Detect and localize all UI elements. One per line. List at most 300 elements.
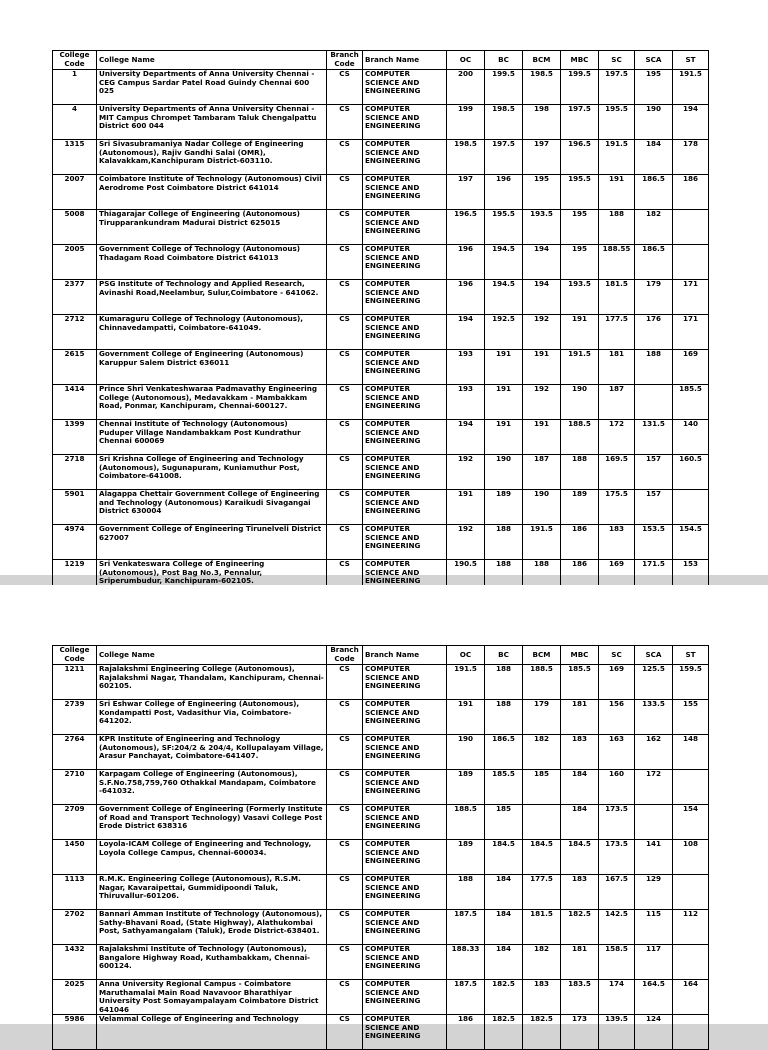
branch-code-cell-text: CS	[339, 910, 350, 918]
sc-cell-text: 174	[608, 980, 624, 988]
branch-name-cell-text: COMPUTER SCIENCE AND ENGINEERING	[365, 175, 421, 201]
sca-cell-text: 188	[645, 350, 661, 358]
oc-cell	[447, 70, 485, 105]
branch-name-cell-text: COMPUTER SCIENCE AND ENGINEERING	[365, 385, 421, 411]
bcm-cell	[523, 910, 561, 945]
branch-code-cell	[327, 70, 363, 105]
sc-cell-text: 139.5	[605, 1015, 628, 1023]
branch-name-cell	[363, 280, 447, 315]
college-code-cell-text: 2377	[64, 280, 85, 288]
college-code-cell	[53, 70, 97, 105]
table-row	[53, 1015, 709, 1050]
sca-cell-text: 117	[645, 945, 661, 953]
branch-code-cell-text: CS	[339, 385, 350, 393]
oc-cell-text: 200	[457, 70, 473, 78]
branch-name-cell-text: COMPUTER SCIENCE AND ENGINEERING	[365, 840, 421, 866]
mbc-cell-text: 188.5	[568, 420, 591, 428]
sca-cell	[635, 805, 673, 840]
branch-name-cell-text: COMPUTER SCIENCE AND ENGINEERING	[365, 140, 421, 166]
college-code-cell	[53, 175, 97, 210]
st-cell-text: 154	[682, 805, 698, 813]
college-code-cell-text: 2712	[64, 315, 85, 323]
bc-cell	[485, 175, 523, 210]
bcm-cell-text: 192	[533, 315, 549, 323]
college-name-cell-text: Loyola-ICAM College of Engineering and Technology, Loyola College Campus, Chennai-600034.	[99, 840, 312, 857]
col-bc: BC	[485, 51, 523, 70]
mbc-cell	[561, 245, 599, 280]
branch-code-cell-text: CS	[339, 175, 350, 183]
mbc-cell-text: 190	[571, 385, 587, 393]
sc-cell-text: 183	[608, 525, 624, 533]
sca-cell-text: 124	[645, 1015, 661, 1023]
mbc-cell	[561, 140, 599, 175]
sc-cell-text: 142.5	[605, 910, 628, 918]
bcm-cell	[523, 105, 561, 140]
st-cell-text: 186	[682, 175, 698, 183]
branch-name-cell	[363, 945, 447, 980]
college-code-cell-text: 2709	[64, 805, 85, 813]
sca-cell	[635, 770, 673, 805]
bc-cell-text: 186.5	[492, 735, 515, 743]
bcm-cell	[523, 980, 561, 1015]
bc-cell	[485, 1015, 523, 1050]
bc-cell	[485, 665, 523, 700]
college-name-cell	[97, 665, 327, 700]
branch-code-cell	[327, 700, 363, 735]
bcm-cell-text: 192	[533, 385, 549, 393]
oc-cell	[447, 455, 485, 490]
college-code-cell-text: 2025	[64, 980, 85, 988]
sca-cell	[635, 455, 673, 490]
st-cell-text: 140	[682, 420, 698, 428]
branch-code-cell-text: CS	[339, 140, 350, 148]
bc-cell-text: 184	[495, 875, 511, 883]
sca-cell-text: 133.5	[642, 700, 665, 708]
table-row	[53, 910, 709, 945]
bc-cell-text: 197.5	[492, 140, 515, 148]
oc-cell	[447, 210, 485, 245]
bcm-cell-text: 191	[533, 420, 549, 428]
branch-name-cell-text: COMPUTER SCIENCE AND ENGINEERING	[365, 315, 421, 341]
college-code-cell-text: 2710	[64, 770, 85, 778]
bcm-cell	[523, 420, 561, 455]
mbc-cell	[561, 525, 599, 560]
mbc-cell-text: 199.5	[568, 70, 591, 78]
branch-code-cell	[327, 105, 363, 140]
bcm-cell-text: 194	[533, 280, 549, 288]
college-code-cell	[53, 525, 97, 560]
bcm-cell-text: 188	[533, 560, 549, 568]
college-name-cell	[97, 455, 327, 490]
branch-name-cell	[363, 1015, 447, 1050]
mbc-cell	[561, 420, 599, 455]
st-cell	[673, 1015, 709, 1050]
branch-name-cell-text: COMPUTER SCIENCE AND ENGINEERING	[365, 805, 421, 831]
sc-cell-text: 167.5	[605, 875, 628, 883]
st-cell	[673, 875, 709, 910]
table-row	[53, 245, 709, 280]
col-branch-name: Branch Name	[363, 51, 447, 70]
mbc-cell-text: 181	[571, 945, 587, 953]
bc-cell	[485, 805, 523, 840]
st-cell-text: 164	[682, 980, 698, 988]
sc-cell-text: 160	[608, 770, 624, 778]
oc-cell-text: 190	[457, 735, 473, 743]
bc-cell	[485, 490, 523, 525]
branch-code-cell	[327, 315, 363, 350]
branch-code-cell-text: CS	[339, 490, 350, 498]
oc-cell-text: 192	[457, 455, 473, 463]
sc-cell	[599, 490, 635, 525]
sc-cell	[599, 840, 635, 875]
sc-cell-text: 181	[608, 350, 624, 358]
mbc-cell	[561, 840, 599, 875]
bcm-cell-text: 179	[533, 700, 549, 708]
mbc-cell-text: 191.5	[568, 350, 591, 358]
branch-code-cell	[327, 1015, 363, 1050]
oc-cell	[447, 1015, 485, 1050]
sca-cell	[635, 840, 673, 875]
sc-cell	[599, 280, 635, 315]
branch-code-cell-text: CS	[339, 105, 350, 113]
sc-cell-text: 169	[608, 665, 624, 673]
college-code-cell-text: 2615	[64, 350, 85, 358]
oc-cell	[447, 945, 485, 980]
bcm-cell-text: 190	[533, 490, 549, 498]
bc-cell	[485, 105, 523, 140]
bc-cell-text: 184.5	[492, 840, 515, 848]
bcm-cell	[523, 525, 561, 560]
college-code-cell	[53, 280, 97, 315]
table-row	[53, 140, 709, 175]
bcm-cell	[523, 140, 561, 175]
st-cell	[673, 175, 709, 210]
college-code-cell-text: 2718	[64, 455, 85, 463]
college-name-cell-text: Prince Shri Venkateshwaraa Padmavathy Engineering College (Autonomous), Medavakkam - Mambakkam Road, Ponmar, Kanchipuram, Chennai-600127.	[99, 385, 318, 411]
st-cell-text: 155	[682, 700, 698, 708]
sca-cell-text: 171.5	[642, 560, 665, 568]
oc-cell-text: 193	[457, 385, 473, 393]
sca-cell-text: 186.5	[642, 175, 665, 183]
college-name-cell-text: Velammal College of Engineering and Technology	[99, 1015, 299, 1023]
sc-cell-text: 173.5	[605, 805, 628, 813]
oc-cell-text: 193	[457, 350, 473, 358]
sc-cell	[599, 665, 635, 700]
st-cell-text: 153	[682, 560, 698, 568]
sca-cell-text: 129	[645, 875, 661, 883]
st-cell-text: 194	[682, 105, 698, 113]
sc-cell	[599, 105, 635, 140]
branch-name-cell	[363, 875, 447, 910]
bcm-cell-text: 193.5	[530, 210, 553, 218]
bc-cell	[485, 245, 523, 280]
st-cell	[673, 280, 709, 315]
bcm-cell	[523, 280, 561, 315]
sca-cell	[635, 980, 673, 1015]
branch-name-cell	[363, 805, 447, 840]
college-name-cell-text: Bannari Amman Institute of Technology (Autonomous), Sathy-Bhavani Road, (State Highway), Alathukombai Post, Sathyamangalam (Taluk), Erode District-638401.	[99, 910, 323, 936]
mbc-cell-text: 197.5	[568, 105, 591, 113]
sc-cell-text: 172	[608, 420, 624, 428]
bc-cell	[485, 980, 523, 1015]
sc-cell	[599, 350, 635, 385]
sca-cell	[635, 525, 673, 560]
oc-cell	[447, 245, 485, 280]
col-mbc: MBC	[561, 51, 599, 70]
branch-code-cell-text: CS	[339, 665, 350, 673]
sca-cell	[635, 70, 673, 105]
sc-cell	[599, 140, 635, 175]
sc-cell-text: 181.5	[605, 280, 628, 288]
oc-cell-text: 198.5	[454, 140, 477, 148]
college-name-cell	[97, 385, 327, 420]
bc-cell-text: 182.5	[492, 1015, 515, 1023]
college-code-cell-text: 1450	[64, 840, 85, 848]
oc-cell	[447, 525, 485, 560]
college-name-cell	[97, 805, 327, 840]
branch-name-cell-text: COMPUTER SCIENCE AND ENGINEERING	[365, 560, 421, 586]
table-row	[53, 700, 709, 735]
college-name-cell	[97, 525, 327, 560]
college-name-cell	[97, 210, 327, 245]
bc-cell-text: 194.5	[492, 280, 515, 288]
bc-cell-text: 185	[495, 805, 511, 813]
bc-cell-text: 194.5	[492, 245, 515, 253]
mbc-cell-text: 184.5	[568, 840, 591, 848]
college-code-cell-text: 2702	[64, 910, 85, 918]
oc-cell	[447, 280, 485, 315]
sc-cell	[599, 210, 635, 245]
college-code-cell	[53, 770, 97, 805]
sca-cell	[635, 315, 673, 350]
col-sc: SC	[599, 646, 635, 665]
st-cell-text: 112	[682, 910, 698, 918]
branch-code-cell-text: CS	[339, 805, 350, 813]
college-code-cell	[53, 700, 97, 735]
bc-cell-text: 192.5	[492, 315, 515, 323]
college-name-cell	[97, 875, 327, 910]
oc-cell	[447, 980, 485, 1015]
college-code-cell-text: 5986	[64, 1015, 85, 1023]
sc-cell-text: 156	[608, 700, 624, 708]
college-name-cell	[97, 910, 327, 945]
college-code-cell-text: 1432	[64, 945, 85, 953]
bcm-cell-text: 194	[533, 245, 549, 253]
branch-name-cell	[363, 525, 447, 560]
sc-cell	[599, 945, 635, 980]
sca-cell-text: 195	[645, 70, 661, 78]
branch-name-cell	[363, 175, 447, 210]
table-row	[53, 525, 709, 560]
college-code-cell	[53, 420, 97, 455]
sca-cell-text: 115	[645, 910, 661, 918]
sc-cell	[599, 735, 635, 770]
college-code-cell	[53, 315, 97, 350]
sc-cell	[599, 910, 635, 945]
oc-cell	[447, 420, 485, 455]
branch-name-cell	[363, 770, 447, 805]
branch-name-cell-text: COMPUTER SCIENCE AND ENGINEERING	[365, 210, 421, 236]
college-code-cell-text: 5008	[64, 210, 85, 218]
sca-cell-text: 153.5	[642, 525, 665, 533]
bc-cell-text: 190	[495, 455, 511, 463]
sc-cell	[599, 1015, 635, 1050]
header-row	[53, 646, 709, 665]
branch-code-cell	[327, 910, 363, 945]
branch-name-cell-text: COMPUTER SCIENCE AND ENGINEERING	[365, 420, 421, 446]
col-sca: SCA	[635, 51, 673, 70]
college-code-cell	[53, 945, 97, 980]
mbc-cell	[561, 945, 599, 980]
sc-cell	[599, 525, 635, 560]
branch-code-cell-text: CS	[339, 875, 350, 883]
branch-code-cell	[327, 210, 363, 245]
st-cell-text: 169	[682, 350, 698, 358]
sc-cell	[599, 700, 635, 735]
bcm-cell	[523, 315, 561, 350]
bc-cell-text: 195.5	[492, 210, 515, 218]
bc-cell-text: 184	[495, 910, 511, 918]
bc-cell-text: 188	[495, 525, 511, 533]
sc-cell-text: 175.5	[605, 490, 628, 498]
branch-code-cell-text: CS	[339, 315, 350, 323]
mbc-cell	[561, 875, 599, 910]
oc-cell-text: 186	[457, 1015, 473, 1023]
branch-code-cell	[327, 665, 363, 700]
branch-name-cell-text: COMPUTER SCIENCE AND ENGINEERING	[365, 350, 421, 376]
sca-cell	[635, 735, 673, 770]
bc-cell	[485, 350, 523, 385]
bc-cell	[485, 455, 523, 490]
sca-cell	[635, 140, 673, 175]
sca-cell-text: 184	[645, 140, 661, 148]
bc-cell	[485, 700, 523, 735]
branch-code-cell-text: CS	[339, 770, 350, 778]
branch-name-cell-text: COMPUTER SCIENCE AND ENGINEERING	[365, 875, 421, 901]
branch-name-cell-text: COMPUTER SCIENCE AND ENGINEERING	[365, 980, 421, 1006]
mbc-cell-text: 186	[571, 525, 587, 533]
sca-cell-text: 131.5	[642, 420, 665, 428]
branch-code-cell-text: CS	[339, 560, 350, 568]
table-row	[53, 805, 709, 840]
oc-cell	[447, 385, 485, 420]
branch-name-cell	[363, 245, 447, 280]
st-cell-text: 108	[682, 840, 698, 848]
sca-cell-text: 182	[645, 210, 661, 218]
table-row	[53, 665, 709, 700]
table-row	[53, 770, 709, 805]
mbc-cell	[561, 700, 599, 735]
sc-cell-text: 188	[608, 210, 624, 218]
oc-cell-text: 190.5	[454, 560, 477, 568]
branch-name-cell-text: COMPUTER SCIENCE AND ENGINEERING	[365, 700, 421, 726]
bcm-cell	[523, 735, 561, 770]
mbc-cell-text: 185.5	[568, 665, 591, 673]
bc-cell-text: 188	[495, 560, 511, 568]
sc-cell-text: 177.5	[605, 315, 628, 323]
college-code-cell	[53, 210, 97, 245]
sca-cell-text: 141	[645, 840, 661, 848]
mbc-cell	[561, 175, 599, 210]
oc-cell	[447, 315, 485, 350]
bc-cell	[485, 70, 523, 105]
mbc-cell	[561, 385, 599, 420]
oc-cell	[447, 700, 485, 735]
branch-name-cell-text: COMPUTER SCIENCE AND ENGINEERING	[365, 735, 421, 761]
table-row	[53, 280, 709, 315]
sc-cell-text: 158.5	[605, 945, 628, 953]
branch-code-cell	[327, 245, 363, 280]
oc-cell	[447, 490, 485, 525]
branch-name-cell	[363, 735, 447, 770]
mbc-cell-text: 182.5	[568, 910, 591, 918]
branch-code-cell	[327, 420, 363, 455]
mbc-cell	[561, 735, 599, 770]
college-name-cell-text: Coimbatore Institute of Technology (Autonomous) Civil Aerodrome Post Coimbatore District 641014	[99, 175, 322, 192]
college-code-cell-text: 1113	[64, 875, 85, 883]
college-name-cell	[97, 420, 327, 455]
bc-cell-text: 198.5	[492, 105, 515, 113]
sc-cell-text: 169	[608, 560, 624, 568]
bcm-cell-text: 188.5	[530, 665, 553, 673]
branch-name-cell	[363, 910, 447, 945]
bcm-cell-text: 195	[533, 175, 549, 183]
table-row	[53, 490, 709, 525]
mbc-cell	[561, 980, 599, 1015]
mbc-cell	[561, 490, 599, 525]
col-branch-code: Branch Code	[327, 646, 363, 665]
col-oc: OC	[447, 51, 485, 70]
col-college-name: College Name	[97, 51, 327, 70]
college-name-cell	[97, 175, 327, 210]
branch-code-cell	[327, 280, 363, 315]
branch-name-cell-text: COMPUTER SCIENCE AND ENGINEERING	[365, 665, 421, 691]
bcm-cell-text: 177.5	[530, 875, 553, 883]
college-code-cell	[53, 875, 97, 910]
bcm-cell	[523, 840, 561, 875]
st-cell-text: 148	[682, 735, 698, 743]
st-cell	[673, 315, 709, 350]
bc-cell-text: 191	[495, 420, 511, 428]
mbc-cell-text: 195	[571, 210, 587, 218]
branch-code-cell-text: CS	[339, 980, 350, 988]
mbc-cell-text: 181	[571, 700, 587, 708]
sc-cell	[599, 770, 635, 805]
college-name-cell-text: Sri Venkateswara College of Engineering (Autonomous), Post Bag No.3, Pennalur, Sriperumbudur, Kanchipuram-602105.	[99, 560, 265, 586]
sca-cell-text: 186.5	[642, 245, 665, 253]
branch-name-cell	[363, 490, 447, 525]
branch-name-cell-text: COMPUTER SCIENCE AND ENGINEERING	[365, 525, 421, 551]
branch-code-cell	[327, 980, 363, 1015]
oc-cell-text: 189	[457, 770, 473, 778]
college-name-cell	[97, 1015, 327, 1050]
bcm-cell-text: 182	[533, 735, 549, 743]
bcm-cell	[523, 665, 561, 700]
bcm-cell-text: 198	[533, 105, 549, 113]
oc-cell-text: 187.5	[454, 910, 477, 918]
college-code-cell-text: 1399	[64, 420, 85, 428]
sca-cell	[635, 1015, 673, 1050]
oc-cell-text: 197	[457, 175, 473, 183]
oc-cell	[447, 840, 485, 875]
college-name-cell	[97, 700, 327, 735]
bc-cell	[485, 140, 523, 175]
college-code-cell	[53, 490, 97, 525]
st-cell	[673, 945, 709, 980]
oc-cell-text: 194	[457, 315, 473, 323]
bcm-cell	[523, 175, 561, 210]
sca-cell	[635, 875, 673, 910]
